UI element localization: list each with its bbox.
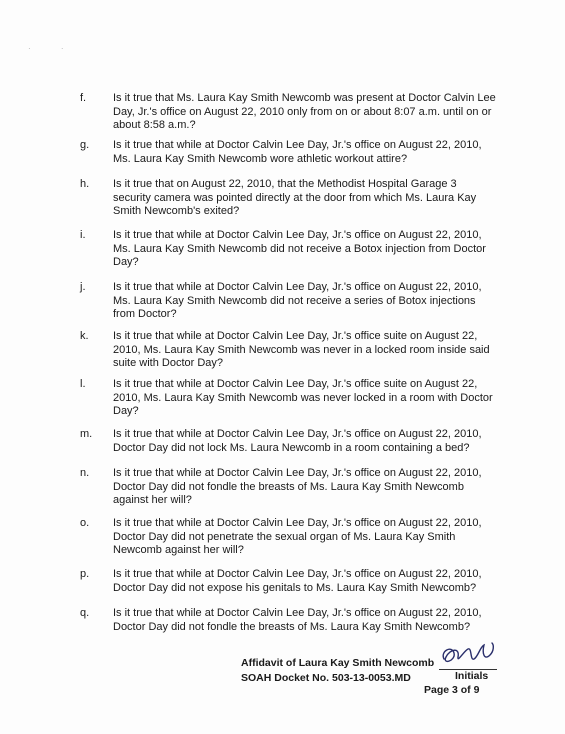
question-line: Is it true that while at Doctor Calvin Lee Day, Jr.'s office on August 22, 2010,: [113, 428, 482, 440]
question-line: Ms. Laura Kay Smith Newcomb wore athletic workout attire?: [113, 152, 408, 165]
question-text: [113, 139, 485, 166]
question-text: [113, 178, 485, 219]
question-line: Doctor Day did not fondle the breasts of Ms. Laura Kay Smith Newcomb: [113, 480, 464, 493]
question-text: [113, 467, 485, 508]
question-line: Is it true that while at Doctor Calvin Lee Day, Jr.'s office on August 22, 2010,: [113, 467, 482, 479]
docket-number: SOAH Docket No. 503-13-0053.MD: [241, 672, 411, 684]
question-line: Is it true that on August 22, 2010, that the Methodist Hospital Garage 3: [113, 178, 457, 190]
question-letter: m.: [80, 428, 93, 440]
question-line: Doctor Day did not expose his genitals to Ms. Laura Kay Smith Newcomb?: [113, 581, 477, 594]
question-line: Newcomb against her will?: [113, 544, 244, 556]
question-text: [113, 229, 485, 270]
page-number: Page 3 of 9: [424, 684, 480, 696]
question-text: [113, 281, 485, 322]
question-line: Ms. Laura Kay Smith Newcomb did not receive a Botox injection from Doctor: [113, 242, 486, 255]
question-line: Is it true that while at Doctor Calvin Lee Day, Jr.'s office on August 22, 2010,: [113, 229, 482, 241]
question-line: Doctor Day did not fondle the breasts of Ms. Laura Kay Smith Newcomb?: [113, 620, 471, 633]
question-letter: q.: [80, 607, 90, 619]
question-letter: n.: [80, 467, 90, 479]
initials-label: Initials: [455, 670, 489, 682]
question-line: security camera was pointed directly at the door from which Ms. Laura Kay: [113, 191, 477, 204]
question-letter: h.: [80, 178, 90, 190]
question-line: against her will?: [113, 494, 192, 506]
question-line: suite with Doctor Day?: [113, 357, 224, 369]
question-text: [113, 92, 496, 133]
question-line: Is it true that while at Doctor Calvin Lee Day, Jr.'s office on August 22, 2010,: [113, 139, 482, 151]
question-line: Day?: [113, 256, 139, 268]
question-letter: l.: [80, 378, 86, 390]
question-letter: f.: [80, 92, 87, 104]
scan-artifact: · ·: [28, 44, 78, 53]
question-line: Smith Newcomb's exited?: [113, 205, 240, 217]
initials-signature: [438, 641, 498, 669]
question-text: [113, 607, 485, 634]
question-line: 2010, Ms. Laura Kay Smith Newcomb was never in a locked room inside said: [113, 343, 490, 356]
question-text: [113, 568, 485, 595]
question-line: about 8:58 a.m.?: [113, 119, 196, 131]
question-line: Ms. Laura Kay Smith Newcomb did not receive a series of Botox injections: [113, 294, 476, 307]
initials-line: [439, 669, 497, 670]
question-letter: j.: [80, 281, 86, 293]
question-line: Doctor Day did not penetrate the sexual organ of Ms. Laura Kay Smith: [113, 530, 456, 543]
question-line: 2010, Ms. Laura Kay Smith Newcomb was never locked in a room with Doctor: [113, 391, 493, 404]
question-line: Is it true that while at Doctor Calvin Lee Day, Jr.'s office on August 22, 2010,: [113, 281, 482, 293]
question-text: [113, 378, 493, 419]
question-line: Day?: [113, 405, 139, 417]
affidavit-title: Affidavit of Laura Kay Smith Newcomb: [241, 657, 435, 669]
question-text: [113, 517, 485, 558]
question-line: Is it true that while at Doctor Calvin Lee Day, Jr.'s office suite on August 22,: [113, 330, 478, 342]
question-letter: p.: [80, 568, 90, 580]
question-line: Is it true that while at Doctor Calvin Lee Day, Jr.'s office on August 22, 2010,: [113, 517, 482, 529]
question-letter: o.: [80, 517, 90, 529]
question-line: Is it true that while at Doctor Calvin Lee Day, Jr.'s office suite on August 22,: [113, 378, 478, 390]
question-text: [113, 428, 485, 455]
question-line: Is it true that Ms. Laura Kay Smith Newcomb was present at Doctor Calvin Lee: [113, 92, 496, 104]
question-line: Is it true that while at Doctor Calvin Lee Day, Jr.'s office on August 22, 2010,: [113, 607, 482, 619]
question-line: Doctor Day did not lock Ms. Laura Newcomb in a room containing a bed?: [113, 441, 470, 454]
question-line: Is it true that while at Doctor Calvin Lee Day, Jr.'s office on August 22, 2010,: [113, 568, 482, 580]
question-line: Day, Jr.'s office on August 22, 2010 only from on or about 8:07 a.m. until on or: [113, 105, 492, 118]
question-text: [113, 330, 490, 371]
question-letter: k.: [80, 330, 89, 342]
question-line: from Doctor?: [113, 308, 177, 320]
question-letter: g.: [80, 139, 90, 151]
question-letter: i.: [80, 229, 86, 241]
